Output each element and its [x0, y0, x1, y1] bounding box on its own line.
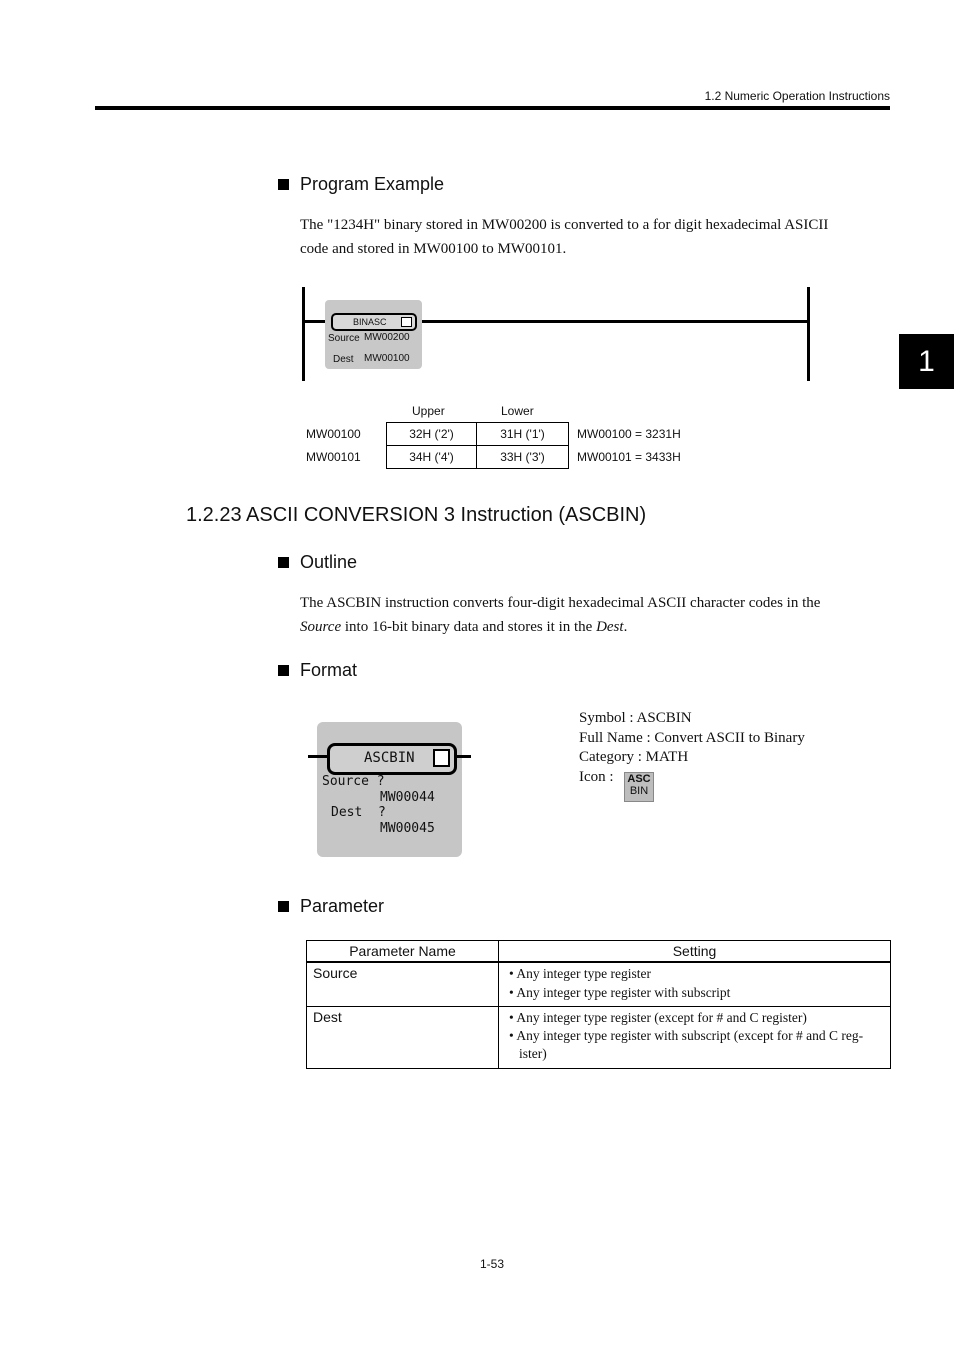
row1-register: MW00101	[306, 450, 361, 464]
outline-source-term: Source	[300, 619, 342, 635]
format-symbol: Symbol : ASCBIN	[579, 710, 692, 726]
page-number: 1-53	[480, 1257, 505, 1271]
program-example-heading-text: Program Example	[300, 174, 445, 194]
binasc-name: BINASC	[353, 317, 387, 327]
ascbin-dest-label: Dest ?	[331, 805, 386, 820]
outline-line2-end: .	[623, 619, 628, 635]
col-lower: Lower	[501, 404, 534, 418]
block-status-icon	[433, 749, 450, 767]
col-upper: Upper	[412, 404, 445, 418]
row1-lower: 33H ('3')	[476, 445, 569, 469]
parameter-table	[306, 940, 891, 1069]
binasc-source-label: Source	[328, 333, 360, 344]
col-parameter-name: Parameter Name	[307, 941, 499, 963]
ascbin-icon	[624, 772, 654, 802]
ladder-right-rail	[807, 287, 810, 381]
outline-line1: The ASCBIN instruction converts four-digit hexadecimal ASCII character codes in the	[300, 595, 821, 611]
ascbin-name: ASCBIN	[364, 750, 415, 766]
bullet-square-icon	[278, 665, 289, 676]
binasc-name-box	[331, 313, 417, 331]
parameter-table-header	[307, 941, 891, 963]
outline-text	[300, 591, 820, 639]
ascbin-source-value: MW00044	[380, 790, 435, 805]
row0-lower: 31H ('1')	[476, 422, 569, 446]
binasc-dest-value: MW00100	[364, 353, 410, 364]
row1-upper: 34H ('4')	[386, 445, 477, 469]
param-setting-source	[499, 962, 891, 1006]
format-heading-text: Format	[300, 660, 358, 680]
ascbin-name-box	[327, 743, 457, 775]
param-name-source: Source	[307, 962, 499, 1006]
format-category: Category : MATH	[579, 749, 689, 765]
param-setting-dest	[499, 1006, 891, 1068]
program-example-text	[300, 213, 828, 261]
format-heading	[278, 660, 357, 681]
table-row	[307, 962, 891, 1006]
ascbin-dest-value: MW00045	[380, 821, 435, 836]
row0-register: MW00100	[306, 427, 361, 441]
row0-upper: 32H ('2')	[386, 422, 477, 446]
bullet-square-icon	[278, 557, 289, 568]
table-row	[307, 1006, 891, 1068]
bullet-square-icon	[278, 179, 289, 190]
binasc-source-value: MW00200	[364, 332, 410, 343]
parameter-heading-text: Parameter	[300, 896, 385, 916]
format-info	[579, 709, 805, 787]
format-icon-label: Icon :	[579, 768, 614, 785]
row0-result: MW00100 = 3231H	[577, 427, 681, 441]
section-title: 1.2.23 ASCII CONVERSION 3 Instruction (ASCBIN)	[186, 504, 647, 526]
binasc-block[interactable]	[325, 300, 422, 369]
chapter-tab: 1	[899, 334, 954, 389]
block-status-icon	[401, 317, 412, 327]
outline-heading-text: Outline	[300, 552, 358, 572]
outline-dest-term: Dest	[596, 619, 624, 635]
ascbin-block[interactable]	[317, 722, 462, 857]
setting-item: • Any integer type register (except for # and C register)	[509, 1009, 807, 1025]
setting-item: • Any integer type register with subscript (except for # and C reg-ister)	[509, 1027, 864, 1061]
running-header: 1.2 Numeric Operation Instructions	[704, 89, 890, 103]
program-example-heading	[278, 174, 444, 195]
format-full-name: Full Name : Convert ASCII to Binary	[579, 729, 805, 746]
ladder-diagram	[300, 287, 814, 383]
program-example-line1: The "1234H" binary stored in MW00200 is converted to a for digit hexadecimal ASICII	[300, 217, 829, 233]
param-name-dest: Dest	[307, 1006, 499, 1068]
col-setting: Setting	[499, 941, 891, 963]
ladder-left-rail	[302, 287, 305, 381]
ascbin-source-label: Source ?	[322, 774, 385, 789]
outline-heading	[278, 552, 357, 573]
ascbin-icon-bottom: BIN	[629, 785, 649, 797]
bullet-square-icon	[278, 901, 289, 912]
parameter-heading	[278, 896, 384, 917]
outline-line2-mid: into 16-bit binary data and stores it in the	[341, 619, 597, 635]
outline-line2	[300, 615, 820, 639]
setting-item: • Any integer type register	[509, 966, 651, 981]
header-rule	[95, 106, 890, 110]
program-example-line2: code and stored in MW00100 to MW00101.	[300, 241, 567, 257]
setting-item: • Any integer type register with subscript	[509, 985, 731, 1000]
ascbin-icon-top: ASC	[627, 773, 651, 785]
binasc-dest-label: Dest	[333, 354, 354, 365]
row1-result: MW00101 = 3433H	[577, 450, 681, 464]
